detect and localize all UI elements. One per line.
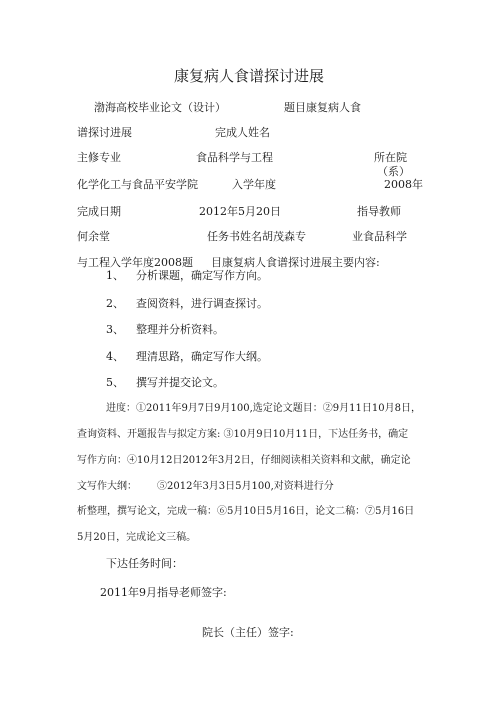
progress-line: 析整理，撰写论文，完成一稿：⑥5月10日5月16日，论文二稿：⑦5月16日 bbox=[77, 506, 415, 517]
advisor-signature-line: 2011年9月指导老师签字: bbox=[100, 586, 227, 599]
taskbook-name-line: 任务书姓名胡茂森专 bbox=[207, 230, 306, 243]
header-line2-mid: 完成人姓名 bbox=[215, 126, 270, 139]
college-value: 化学化工与食品平安学院 bbox=[77, 178, 198, 191]
major-cont: 业食品科学 bbox=[352, 230, 407, 243]
major-cont-line: 与工程入学年度2008题 bbox=[77, 256, 193, 269]
progress-line: 进度：①2011年9月7日9月100,选定论文题目：②9月11日10月8日， bbox=[106, 403, 421, 414]
task-text: 理清思路，确定写作大纲。 bbox=[136, 350, 268, 363]
issue-time-label: 下达任务时间： bbox=[106, 557, 183, 570]
college-label-sub: （系） bbox=[377, 165, 410, 178]
task-text: 撰写并提交论文。 bbox=[136, 376, 224, 389]
task-text: 分析课题，确定写作方向。 bbox=[136, 269, 268, 282]
header-line1-left: 渤海高校毕业论文（设计） bbox=[94, 101, 226, 114]
task-number: 2、 bbox=[106, 297, 124, 310]
major-value: 食品科学与工程 bbox=[196, 151, 273, 164]
major-label: 主修专业 bbox=[77, 151, 121, 164]
progress-line: ⑤2012年3月3日5月100,对资料进行分 bbox=[157, 481, 334, 492]
task-number: 3、 bbox=[106, 323, 124, 336]
header-line2-left: 谱探讨进展 bbox=[77, 126, 132, 139]
advisor-label: 指导教师 bbox=[357, 205, 401, 218]
task-number: 1、 bbox=[106, 269, 124, 282]
college-label: 所在院 bbox=[374, 151, 407, 164]
progress-line: 5月20日，完成论文三稿。 bbox=[77, 532, 197, 543]
progress-line: 查询资料、开题报告与拟定方案: ③10月9日10月11日，下达任务书，确定 bbox=[77, 429, 409, 440]
finish-date-value: 2012年5月20日 bbox=[199, 205, 281, 218]
main-content-label: 目康复病人食谱探讨进展主要内容: bbox=[211, 256, 380, 269]
advisor-name: 何余堂 bbox=[77, 230, 110, 243]
progress-line: 文写作大纲： bbox=[77, 481, 137, 492]
progress-line: 写作方向：④10月12日2012年3月2日，仔细阅读相关资料和文献，确定论 bbox=[77, 455, 411, 466]
enroll-year-value: 2008年 bbox=[384, 178, 423, 191]
task-text: 整理并分析资料。 bbox=[136, 323, 224, 336]
document-title: 康复病人食谱探讨进展 bbox=[174, 67, 325, 85]
task-number: 4、 bbox=[106, 350, 124, 363]
task-text: 查阅资料，进行调查探讨。 bbox=[136, 297, 268, 310]
finish-date-label: 完成日期 bbox=[77, 205, 121, 218]
dean-signature-line: 院长（主任）签字: bbox=[202, 626, 294, 639]
task-number: 5、 bbox=[106, 376, 124, 389]
enroll-year-label: 入学年度 bbox=[232, 178, 276, 191]
header-line1-right: 题目康复病人食 bbox=[284, 101, 361, 114]
